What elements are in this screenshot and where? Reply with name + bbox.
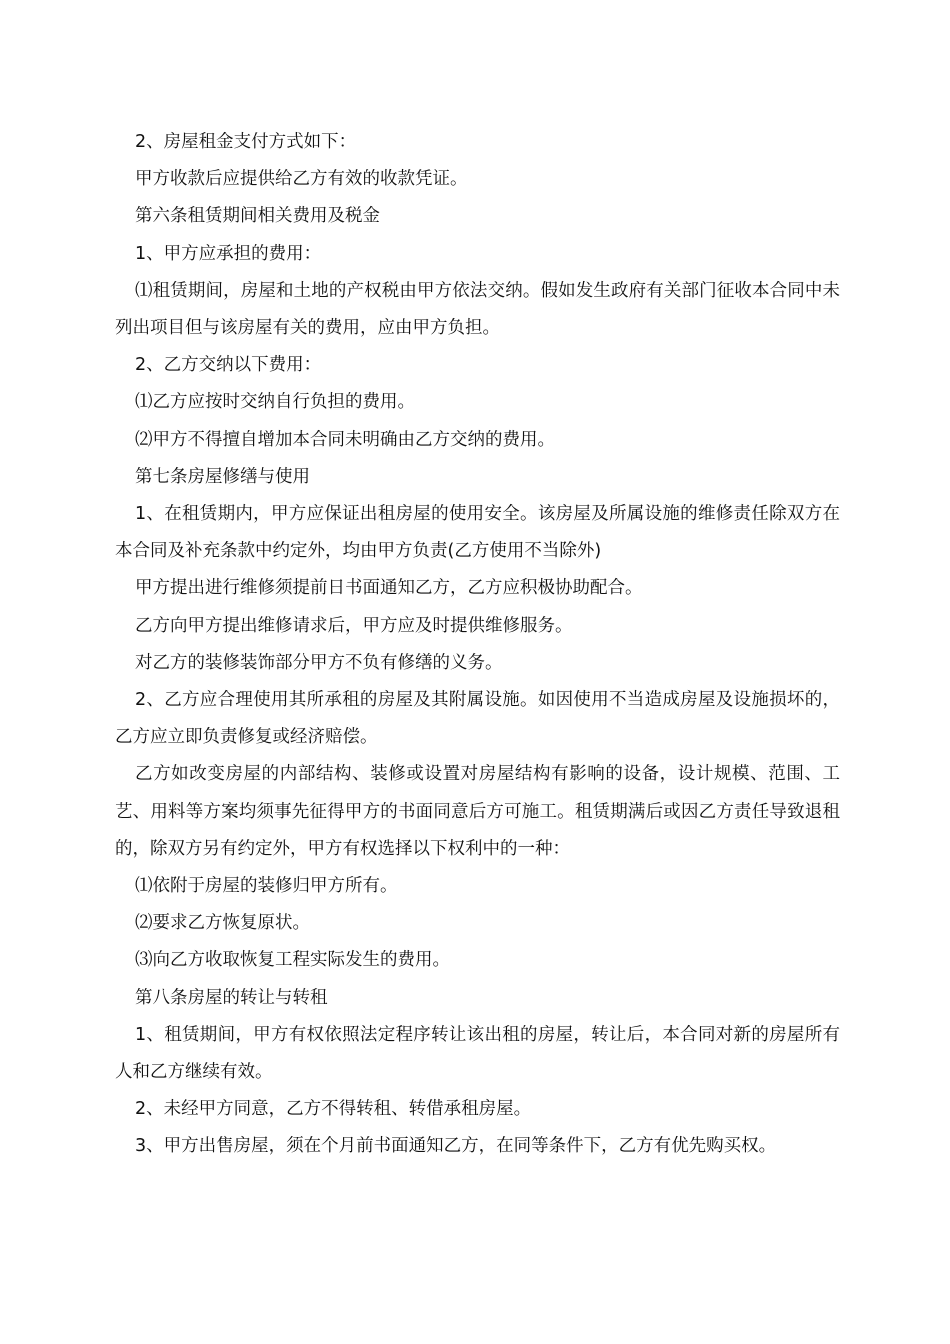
- paragraph: ⑶向乙方收取恢复工程实际发生的费用。: [135, 950, 450, 971]
- section-heading: 第八条房屋的转让与转租: [135, 987, 328, 1008]
- paragraph: 甲方提出进行维修须提前日书面通知乙方，乙方应积极协助配合。: [135, 578, 643, 599]
- paragraph: ⑴租赁期间，房屋和土地的产权税由甲方依法交纳。假如发生政府有关部门征收本合同中未列出项目但与该房屋有关的费用，应由甲方负担。: [115, 280, 840, 339]
- paragraph: 1、甲方应承担的费用：: [135, 243, 322, 264]
- paragraph: 乙方如改变房屋的内部结构、装修或设置对房屋结构有影响的设备，设计规模、范围、工艺、用料等方案均须事先征得甲方的书面同意后方可施工。租赁期满后或因乙方责任导致退租的，除双方另有约定外，甲方有权选择以下权利中的一种：: [115, 764, 840, 859]
- section-heading: 第七条房屋修缮与使用: [135, 466, 310, 487]
- paragraph: 2、房屋租金支付方式如下：: [135, 132, 357, 152]
- paragraph: 2、乙方交纳以下费用：: [135, 355, 322, 376]
- paragraph: ⑴依附于房屋的装修归甲方所有。: [135, 876, 398, 897]
- paragraph: ⑵要求乙方恢复原状。: [135, 913, 310, 934]
- paragraph: 2、未经甲方同意，乙方不得转租、转借承租房屋。: [135, 1099, 532, 1120]
- paragraph: 甲方收款后应提供给乙方有效的收款凭证。: [135, 169, 468, 190]
- paragraph: ⑵甲方不得擅自增加本合同未明确由乙方交纳的费用。: [135, 429, 555, 450]
- section-heading: 第六条租赁期间相关费用及税金: [135, 206, 380, 227]
- paragraph: 3、甲方出售房屋，须在个月前书面通知乙方，在同等条件下，乙方有优先购买权。: [135, 1136, 777, 1157]
- paragraph: ⑴乙方应按时交纳自行负担的费用。: [135, 392, 415, 413]
- paragraph: 2、乙方应合理使用其所承租的房屋及其附属设施。如因使用不当造成房屋及设施损坏的，乙方应立即负责修复或经济赔偿。: [115, 690, 840, 748]
- paragraph: 1、在租赁期内，甲方应保证出租房屋的使用安全。该房屋及所属设施的维修责任除双方在本合同及补充条款中约定外，均由甲方负责(乙方使用不当除外): [115, 504, 840, 562]
- paragraph: 对乙方的装修装饰部分甲方不负有修缮的义务。: [135, 652, 503, 673]
- document-body: [115, 124, 840, 1166]
- paragraph: 乙方向甲方提出维修请求后，甲方应及时提供维修服务。: [135, 615, 573, 636]
- paragraph: 1、租赁期间，甲方有权依照法定程序转让该出租的房屋，转让后，本合同对新的房屋所有人和乙方继续有效。: [115, 1024, 840, 1083]
